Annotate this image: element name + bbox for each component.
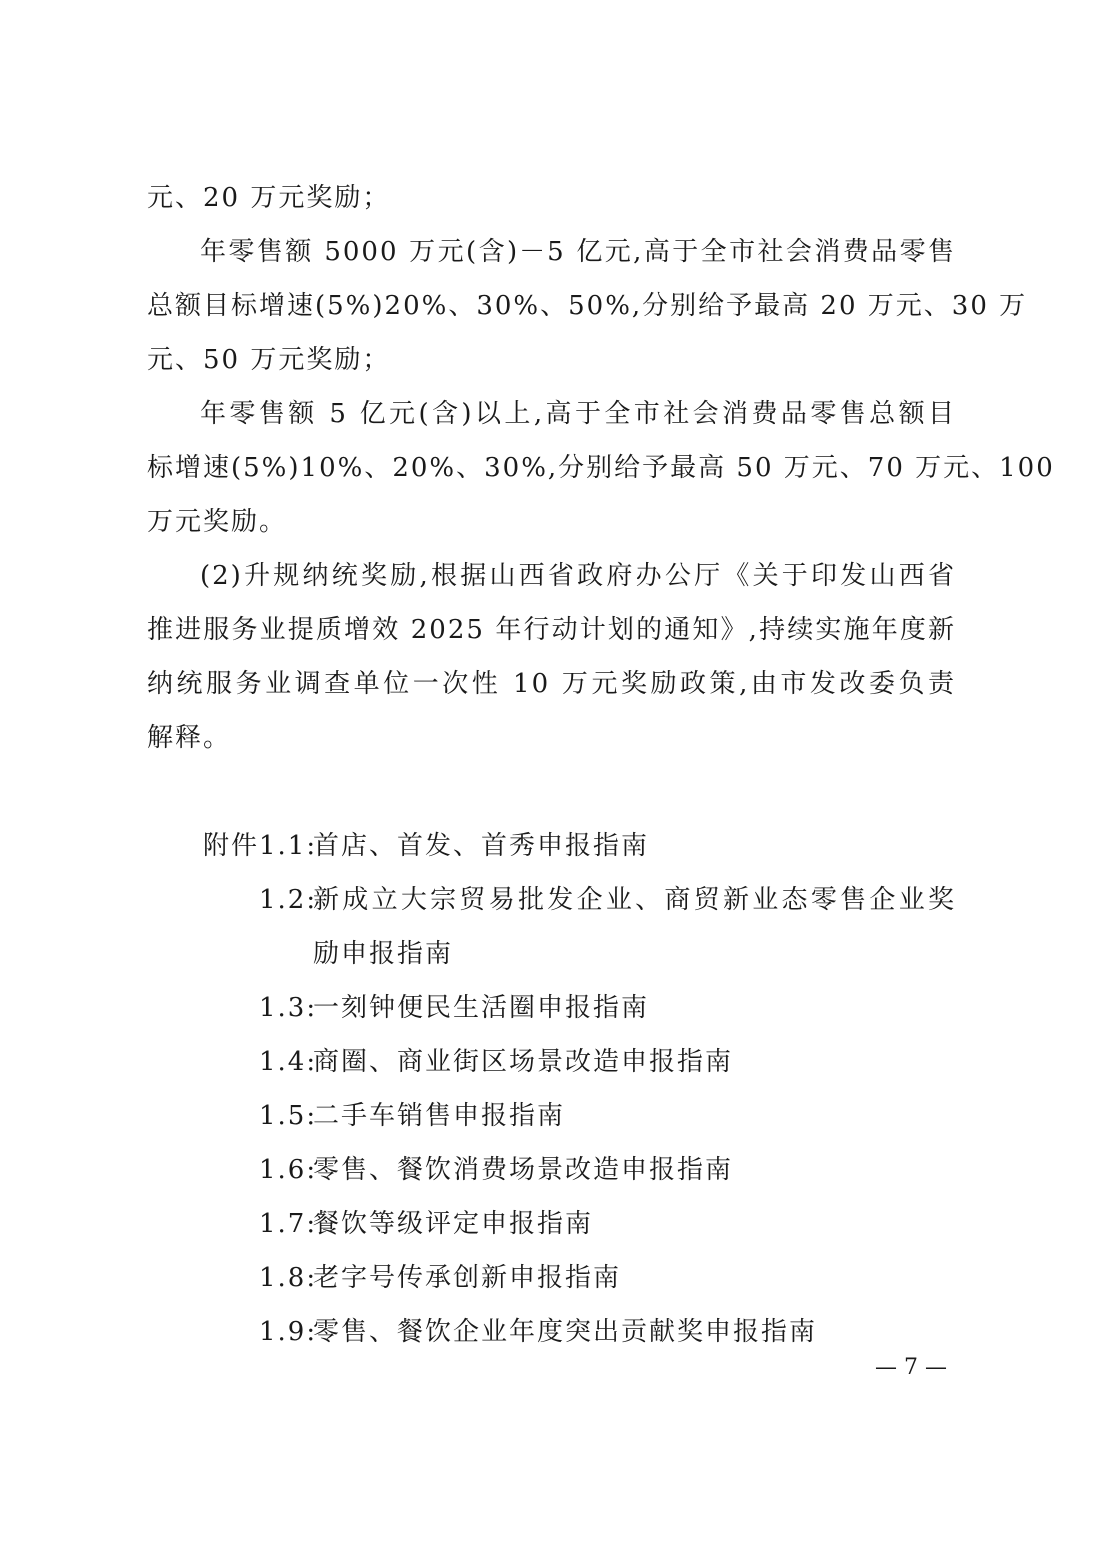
attachment-title: 零售、餐饮企业年度突出贡献奖申报指南 xyxy=(313,1317,818,1347)
attachment-title: 新成立大宗贸易批发企业、商贸新业态零售企业奖 xyxy=(313,885,956,915)
attachment-title: 首店、首发、首秀申报指南 xyxy=(313,831,650,861)
attachment-title-continued: 励申报指南 xyxy=(313,939,454,969)
body-text-line: 纳统服务业调查单位一次性 10 万元奖励政策,由市发改委负责 xyxy=(147,669,956,699)
attachment-number: 1.4: xyxy=(259,1047,318,1077)
attachment-number: 1.6: xyxy=(259,1155,318,1185)
attachment-title: 一刻钟便民生活圈申报指南 xyxy=(313,993,650,1023)
attachment-number: 1.8: xyxy=(259,1263,318,1293)
attachment-title: 老字号传承创新申报指南 xyxy=(313,1263,622,1293)
body-text-line: 标增速(5%)10%、20%、30%,分别给予最高 50 万元、70 万元、100 xyxy=(147,453,1055,483)
body-text-line: 元、20 万元奖励； xyxy=(147,183,391,213)
attachments-label: 附件 xyxy=(203,831,260,861)
attachment-number: 1.1: xyxy=(259,831,318,861)
page-number: — 7 — xyxy=(875,1355,947,1380)
attachment-number: 1.3: xyxy=(259,993,318,1023)
body-text-line: 推进服务业提质增效 2025 年行动计划的通知》,持续实施年度新 xyxy=(147,615,956,645)
attachment-title: 二手车销售申报指南 xyxy=(313,1101,566,1131)
body-text-line: (2)升规纳统奖励,根据山西省政府办公厅《关于印发山西省 xyxy=(200,561,956,591)
attachment-title: 餐饮等级评定申报指南 xyxy=(313,1209,594,1239)
attachment-number: 1.7: xyxy=(259,1209,318,1239)
body-text-line: 总额目标增速(5%)20%、30%、50%,分别给予最高 20 万元、30 万 xyxy=(147,291,1028,321)
attachment-number: 1.5: xyxy=(259,1101,318,1131)
attachment-number: 1.2: xyxy=(259,885,318,915)
body-text-line: 年零售额 5 亿元(含)以上,高于全市社会消费品零售总额目 xyxy=(200,399,956,429)
body-text-line: 解释。 xyxy=(147,723,232,753)
body-text-line: 元、50 万元奖励； xyxy=(147,345,391,375)
attachment-title: 商圈、商业街区场景改造申报指南 xyxy=(313,1047,734,1077)
body-text-line: 年零售额 5000 万元(含)－5 亿元,高于全市社会消费品零售 xyxy=(200,237,956,267)
attachment-title: 零售、餐饮消费场景改造申报指南 xyxy=(313,1155,734,1185)
body-text-line: 万元奖励。 xyxy=(147,507,288,537)
attachment-number: 1.9: xyxy=(259,1317,318,1347)
